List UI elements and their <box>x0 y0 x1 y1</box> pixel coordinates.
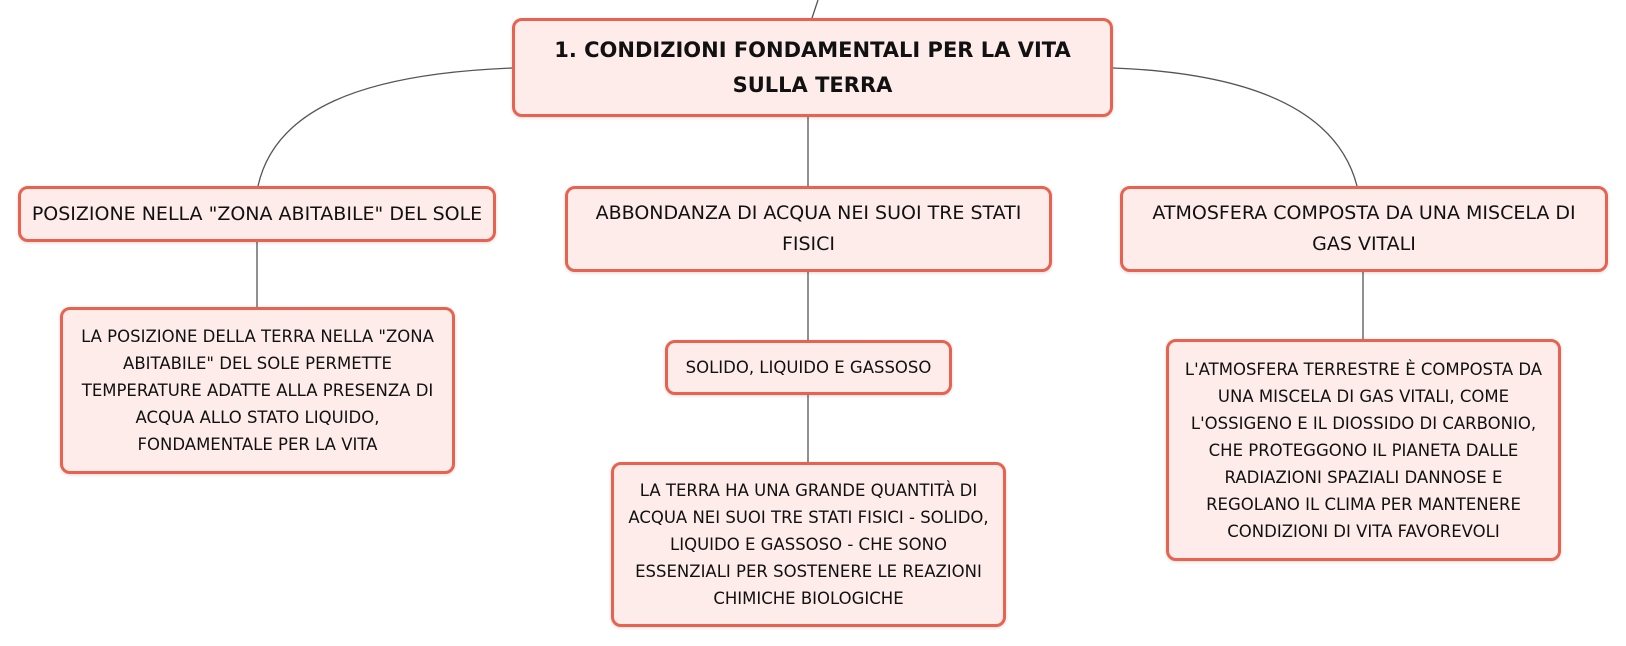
branch-node-atmosphere-label: ATMOSFERA COMPOSTA DA UNA MISCELA DI GAS VITALI <box>1152 202 1576 255</box>
detail-node-atmosphere-text: L'ATMOSFERA TERRESTRE È COMPOSTA DA UNA MISCELA DI GAS VITALI, COME L'OSSIGENO E IL DIOSSIDO DI CARBONIO, CHE PROTEGGONO IL PIANETA DALLE RADIAZIONI SPAZIALI DANNOSE E REGOLANO IL CLIMA PER MANTENERE CONDIZIONI DI VITA FAVOREVOLI <box>1184 359 1543 541</box>
detail-node-water-text: LA TERRA HA UNA GRANDE QUANTITÀ DI ACQUA NEI SUOI TRE STATI FISICI - SOLIDO, LIQUIDO E GASSOSO - CHE SONO ESSENZIALI PER SOSTENERE LE REAZIONI CHIMICHE BIOLOGICHE <box>628 481 989 608</box>
root-node[interactable] <box>512 18 1113 117</box>
detail-node-habitable-zone-text: LA POSIZIONE DELLA TERRA NELLA "ZONA ABITABILE" DEL SOLE PERMETTE TEMPERATURE ADATTE ALLA PRESENZA DI ACQUA ALLO STATO LIQUIDO, FONDAMENTALE PER LA VITA <box>81 327 434 454</box>
sub-node-water-states[interactable] <box>665 340 952 395</box>
root-node-label: 1. CONDIZIONI FONDAMENTALI PER LA VITA SULLA TERRA <box>554 37 1071 97</box>
connector-root-to-left-branch <box>258 68 512 186</box>
branch-node-habitable-zone-label: POSIZIONE NELLA "ZONA ABITABILE" DEL SOLE <box>31 202 483 225</box>
detail-node-water[interactable] <box>611 462 1006 627</box>
detail-node-habitable-zone[interactable] <box>60 307 455 474</box>
connector-root-to-right-branch <box>1113 68 1357 186</box>
connector-parent-to-root <box>812 0 818 18</box>
detail-node-atmosphere[interactable] <box>1166 339 1561 561</box>
sub-node-water-states-label: SOLIDO, LIQUIDO E GASSOSO <box>685 358 932 377</box>
branch-node-water-abundance[interactable] <box>565 186 1052 272</box>
branch-node-water-abundance-label: ABBONDANZA DI ACQUA NEI SUOI TRE STATI FISICI <box>595 202 1022 255</box>
branch-node-habitable-zone[interactable] <box>18 186 496 242</box>
branch-node-atmosphere[interactable] <box>1120 186 1608 272</box>
